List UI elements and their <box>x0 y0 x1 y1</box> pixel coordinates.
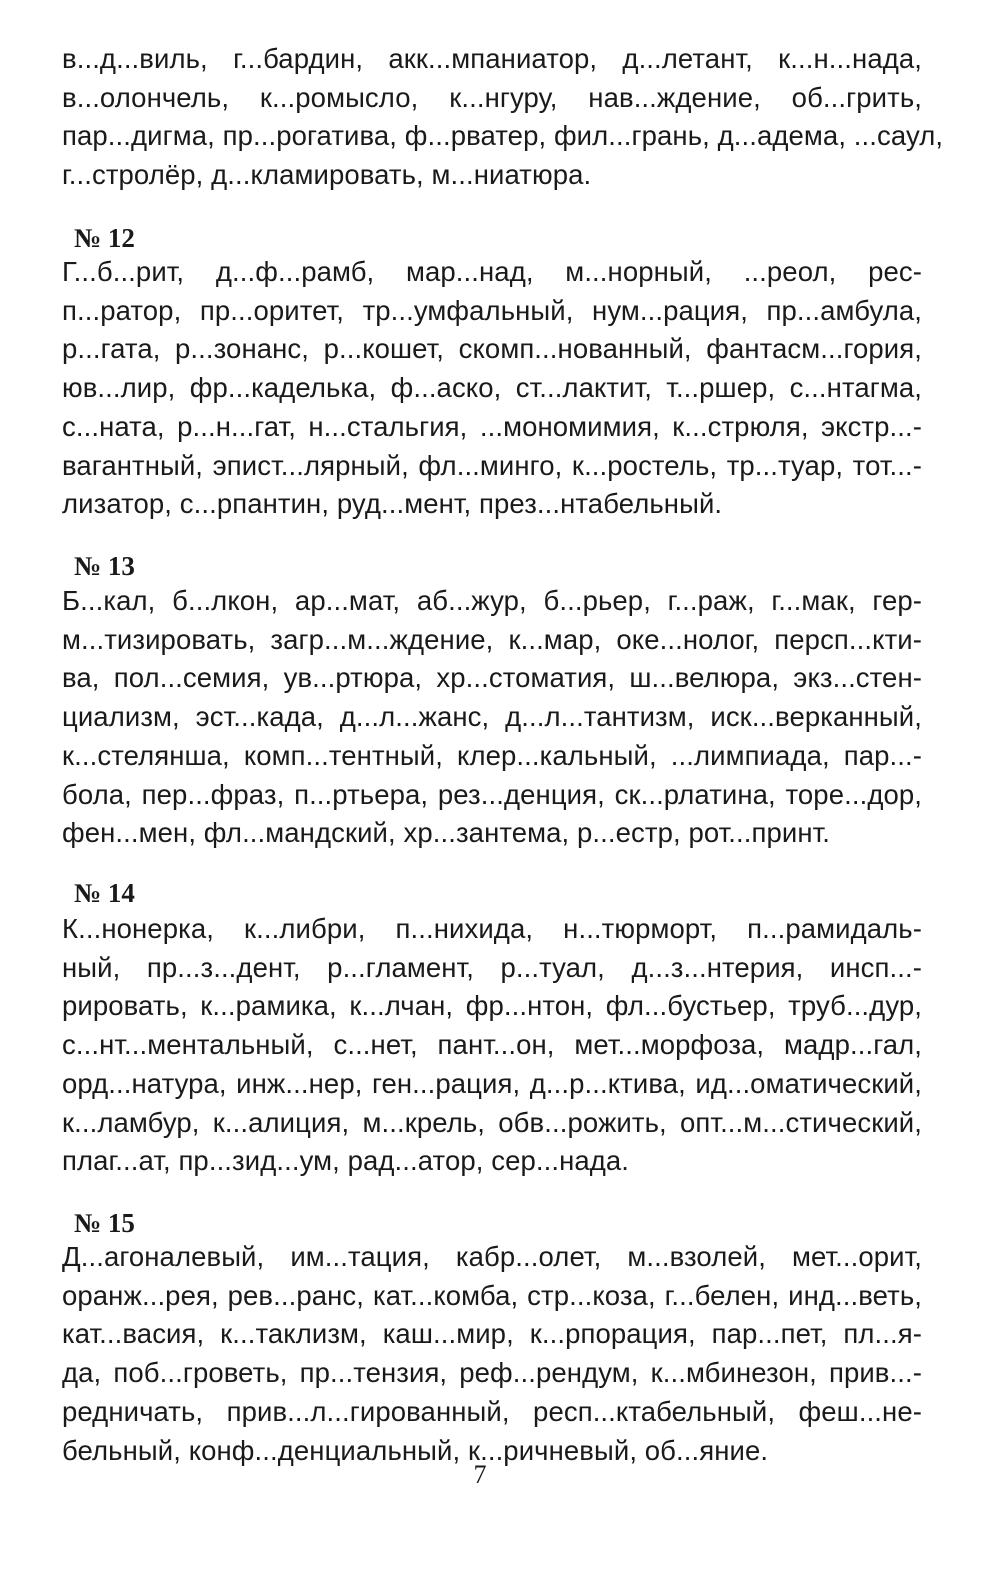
text-line: рировать, к...рамика, к...лчан, фр...нтон, фл...бустьер, труб...дур, <box>62 990 922 1022</box>
text-line: г...стролёр, д...кламировать, м...ниатюра. <box>62 159 592 191</box>
text-line: кат...васия, к...таклизм, каш...мир, к...рпорация, пар...пет, пл...я- <box>62 1318 922 1350</box>
exercise-body-12 <box>62 253 922 524</box>
exercise-body-13 <box>62 582 922 853</box>
text-line: вагантный, эпист...лярный, фл...минго, к...ростель, тр...туар, тот...- <box>62 449 922 481</box>
exercise-heading-12: № 12 <box>74 223 135 253</box>
text-line: Б...кал, б...лкон, ар...мат, аб...жур, б...рьер, г...раж, г...мак, гер- <box>62 585 922 616</box>
page-number: 7 <box>473 1460 487 1489</box>
text-line: м...тизировать, загр...м...ждение, к...мар, оке...нолог, персп...кти- <box>62 623 922 655</box>
exercise-heading-14: № 14 <box>74 878 135 908</box>
text-line: Г...б...рит, д...ф...рамб, мар...над, м...норный, ...реол, рес- <box>62 256 922 287</box>
text-line: юв...лир, фр...каделька, ф...аско, ст...лактит, т...ршер, с...нтагма, <box>62 372 922 404</box>
exercise-heading-13: № 13 <box>74 551 135 581</box>
text-line: к...стелянша, комп...тентный, клер...кальный, ...лимпиада, пар...- <box>62 739 922 771</box>
text-line: фен...мен, фл...мандский, хр...зантема, р...естр, рот...принт. <box>62 817 831 849</box>
text-line: ва, пол...семия, ув...ртюра, хр...стоматия, ш...велюра, экз...стен- <box>62 662 922 694</box>
text-line: бельный, конф...денциальный, к...ричневый, об...яние. <box>62 1434 769 1466</box>
text-line: в...олончель, к...ромысло, к...нгуру, нав...ждение, об...грить, <box>62 81 922 113</box>
text-line: К...нонерка, к...либри, п...нихида, н...тюрморт, п...рамидаль- <box>62 913 922 944</box>
text-line: да, поб...гроветь, пр...тензия, реф...рендум, к...мбинезон, прив...- <box>62 1357 922 1389</box>
text-line: р...гата, р...зонанс, р...кошет, скомп...нованный, фантасм...гория, <box>62 333 922 365</box>
exercise-body-15 <box>62 1238 922 1470</box>
text-line: в...д...виль, г...бардин, акк...мпаниатор, д...летант, к...н...нада, <box>62 43 922 74</box>
text-line: оранж...рея, рев...ранс, кат...комба, стр...коза, г...белен, инд...веть, <box>62 1279 922 1311</box>
text-line: с...нт...ментальный, с...нет, пант...он, мет...морфоза, мадр...гал, <box>62 1029 922 1061</box>
exercise-heading-15: № 15 <box>74 1208 135 1238</box>
intro-paragraph <box>62 40 944 195</box>
text-line: п...ратор, пр...оритет, тр...умфальный, нум...рация, пр...амбула, <box>62 294 922 326</box>
exercise-body-14 <box>62 910 922 1181</box>
text-line: Д...агоналевый, им...тация, кабр...олет, м...взолей, мет...орит, <box>62 1241 922 1272</box>
text-line: циализм, эст...када, д...л...жанс, д...л...тантизм, иск...верканный, <box>62 701 922 733</box>
text-line: плаг...ат, пр...зид...ум, рад...атор, сер...нада. <box>62 1145 630 1177</box>
text-line: пар...дигма, пр...рогатива, ф...рватер, фил...грань, д...адема, ...саул, <box>62 120 944 152</box>
text-line: бола, пер...фраз, п...ртьера, рез...денция, ск...рлатина, торе...дор, <box>62 778 922 810</box>
text-line: редничать, прив...л...гированный, респ...ктабельный, феш...не- <box>62 1395 922 1427</box>
text-line: к...ламбур, к...алиция, м...крель, обв...рожить, опт...м...стический, <box>62 1106 922 1138</box>
text-line: лизатор, с...рпантин, руд...мент, през...нтабельный. <box>62 488 723 520</box>
text-line: ный, пр...з...дент, р...гламент, р...туал, д...з...нтерия, инсп...- <box>62 951 922 983</box>
text-line: с...ната, р...н...гат, н...стальгия, ...мономимия, к...стрюля, экстр...- <box>62 410 922 442</box>
text-line: орд...натура, инж...нер, ген...рация, д...р...ктива, ид...оматический, <box>62 1067 922 1099</box>
